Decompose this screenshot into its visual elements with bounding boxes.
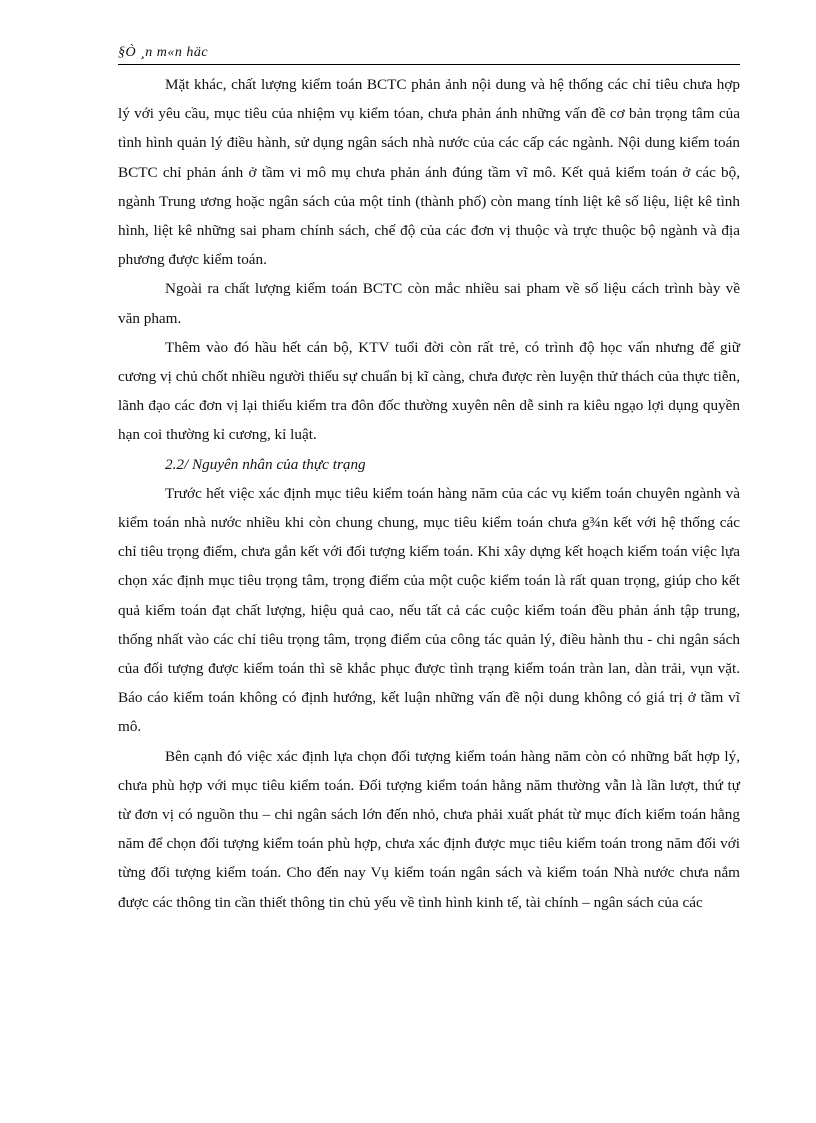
paragraph: Trước hết việc xác định mục tiêu kiểm toán hàng năm của các vụ kiểm toán chuyên ngành và kiểm toán nhà nước nhiều khi còn chung chung, mục tiêu kiểm toán chưa g¾n kết với hệ thống các chỉ tiêu trọng điểm, chưa gắn kết với đối tượng kiểm toán. Khi xây dựng kết hoạch kiểm toán việc lựa chọn xác định mục tiêu trọng tâm, trọng điểm của một cuộc kiểm toán là rất quan trọng, giúp cho kết quả kiểm toán đạt chất lượng, hiệu quả cao, nếu tất cả các cuộc kiểm toán đều phản ánh tập trung, thống nhất vào các chỉ tiêu trọng tâm, trọng điểm của công tác quản lý, điều hành thu - chi ngân sách của đối tượng được kiểm toán thì sẽ khắc phục được tình trạng kiểm toán tràn lan, dàn trải, vụn vặt. Báo cáo kiểm toán không có định hướng, kết luận những vấn đề nội dung không có giá trị ở tầm vĩ mô. (118, 484, 740, 736)
paragraph: Ngoài ra chất lượng kiểm toán BCTC còn mắc nhiều sai pham về số liệu cách trình bày về văn pham. (118, 280, 740, 327)
section-subheading: 2.2/ Nguyên nhân của thực trạng (165, 455, 366, 473)
document-body (118, 70, 740, 917)
paragraph: Mặt khác, chất lượng kiểm toán BCTC phản ảnh nội dung và hệ thống các chỉ tiêu chưa hợp lý với yêu cầu, mục tiêu của nhiệm vụ kiểm tóan, chưa phản ánh những vấn đề cơ bản trọng tâm của tình hình quản lý điều hành, sử dụng ngân sách nhà nước của các cấp các ngành. Nội dung kiểm toán BCTC chỉ phản ánh ở tầm vi mô mụ chưa phản ánh đúng tầm vĩ mô. Kết quả kiểm toán ở các bộ, ngành Trung ương hoặc ngân sách của một tỉnh (thành phố) còn mang tính liệt kê số liệu, liệt kê tình hình, liệt kê những sai pham chính sách, chế độ của các đơn vị thuộc và trực thuộc bộ ngành và địa phương được kiểm toán. (118, 76, 740, 269)
paragraph: Thêm vào đó hầu hết cán bộ, KTV tuổi đời còn rất trẻ, có trình độ học vấn nhưng để giữ cương vị chủ chốt nhiều người thiếu sự chuẩn bị kĩ càng, chưa được rèn luyện thử thách của thực tiễn, lãnh đạo các đơn vị lại thiếu kiểm tra đôn đốc thường xuyên nên dễ sinh ra kiêu ngạo lợi dụng quyền hạn coi thường kỉ cương, kỉ luật. (118, 338, 740, 444)
paragraph: Bên cạnh đó việc xác định lựa chọn đối tượng kiểm toán hàng năm còn có những bất hợp lý, chưa phù hợp với mục tiêu kiểm toán. Đối tượng kiểm toán hằng năm thường vẫn là lần lượt, thứ tự từ đơn vị có nguồn thu – chi ngân sách lớn đến nhỏ, chưa phải xuất phát từ mục đích kiểm toán hằng năm để chọn đối tượng kiểm toán phù hợp, chưa xác định được mục tiêu kiểm toán trong năm đối với từng đối tượng kiểm toán. Cho đến nay Vụ kiểm toán ngân sách và kiểm toán Nhà nước chưa nắm được các thông tin cần thiết thông tin chủ yếu về tình hình kinh tế, tài chính – ngân sách của các (118, 747, 740, 911)
page-header: §Ò ¸n m«n häc (118, 44, 740, 65)
